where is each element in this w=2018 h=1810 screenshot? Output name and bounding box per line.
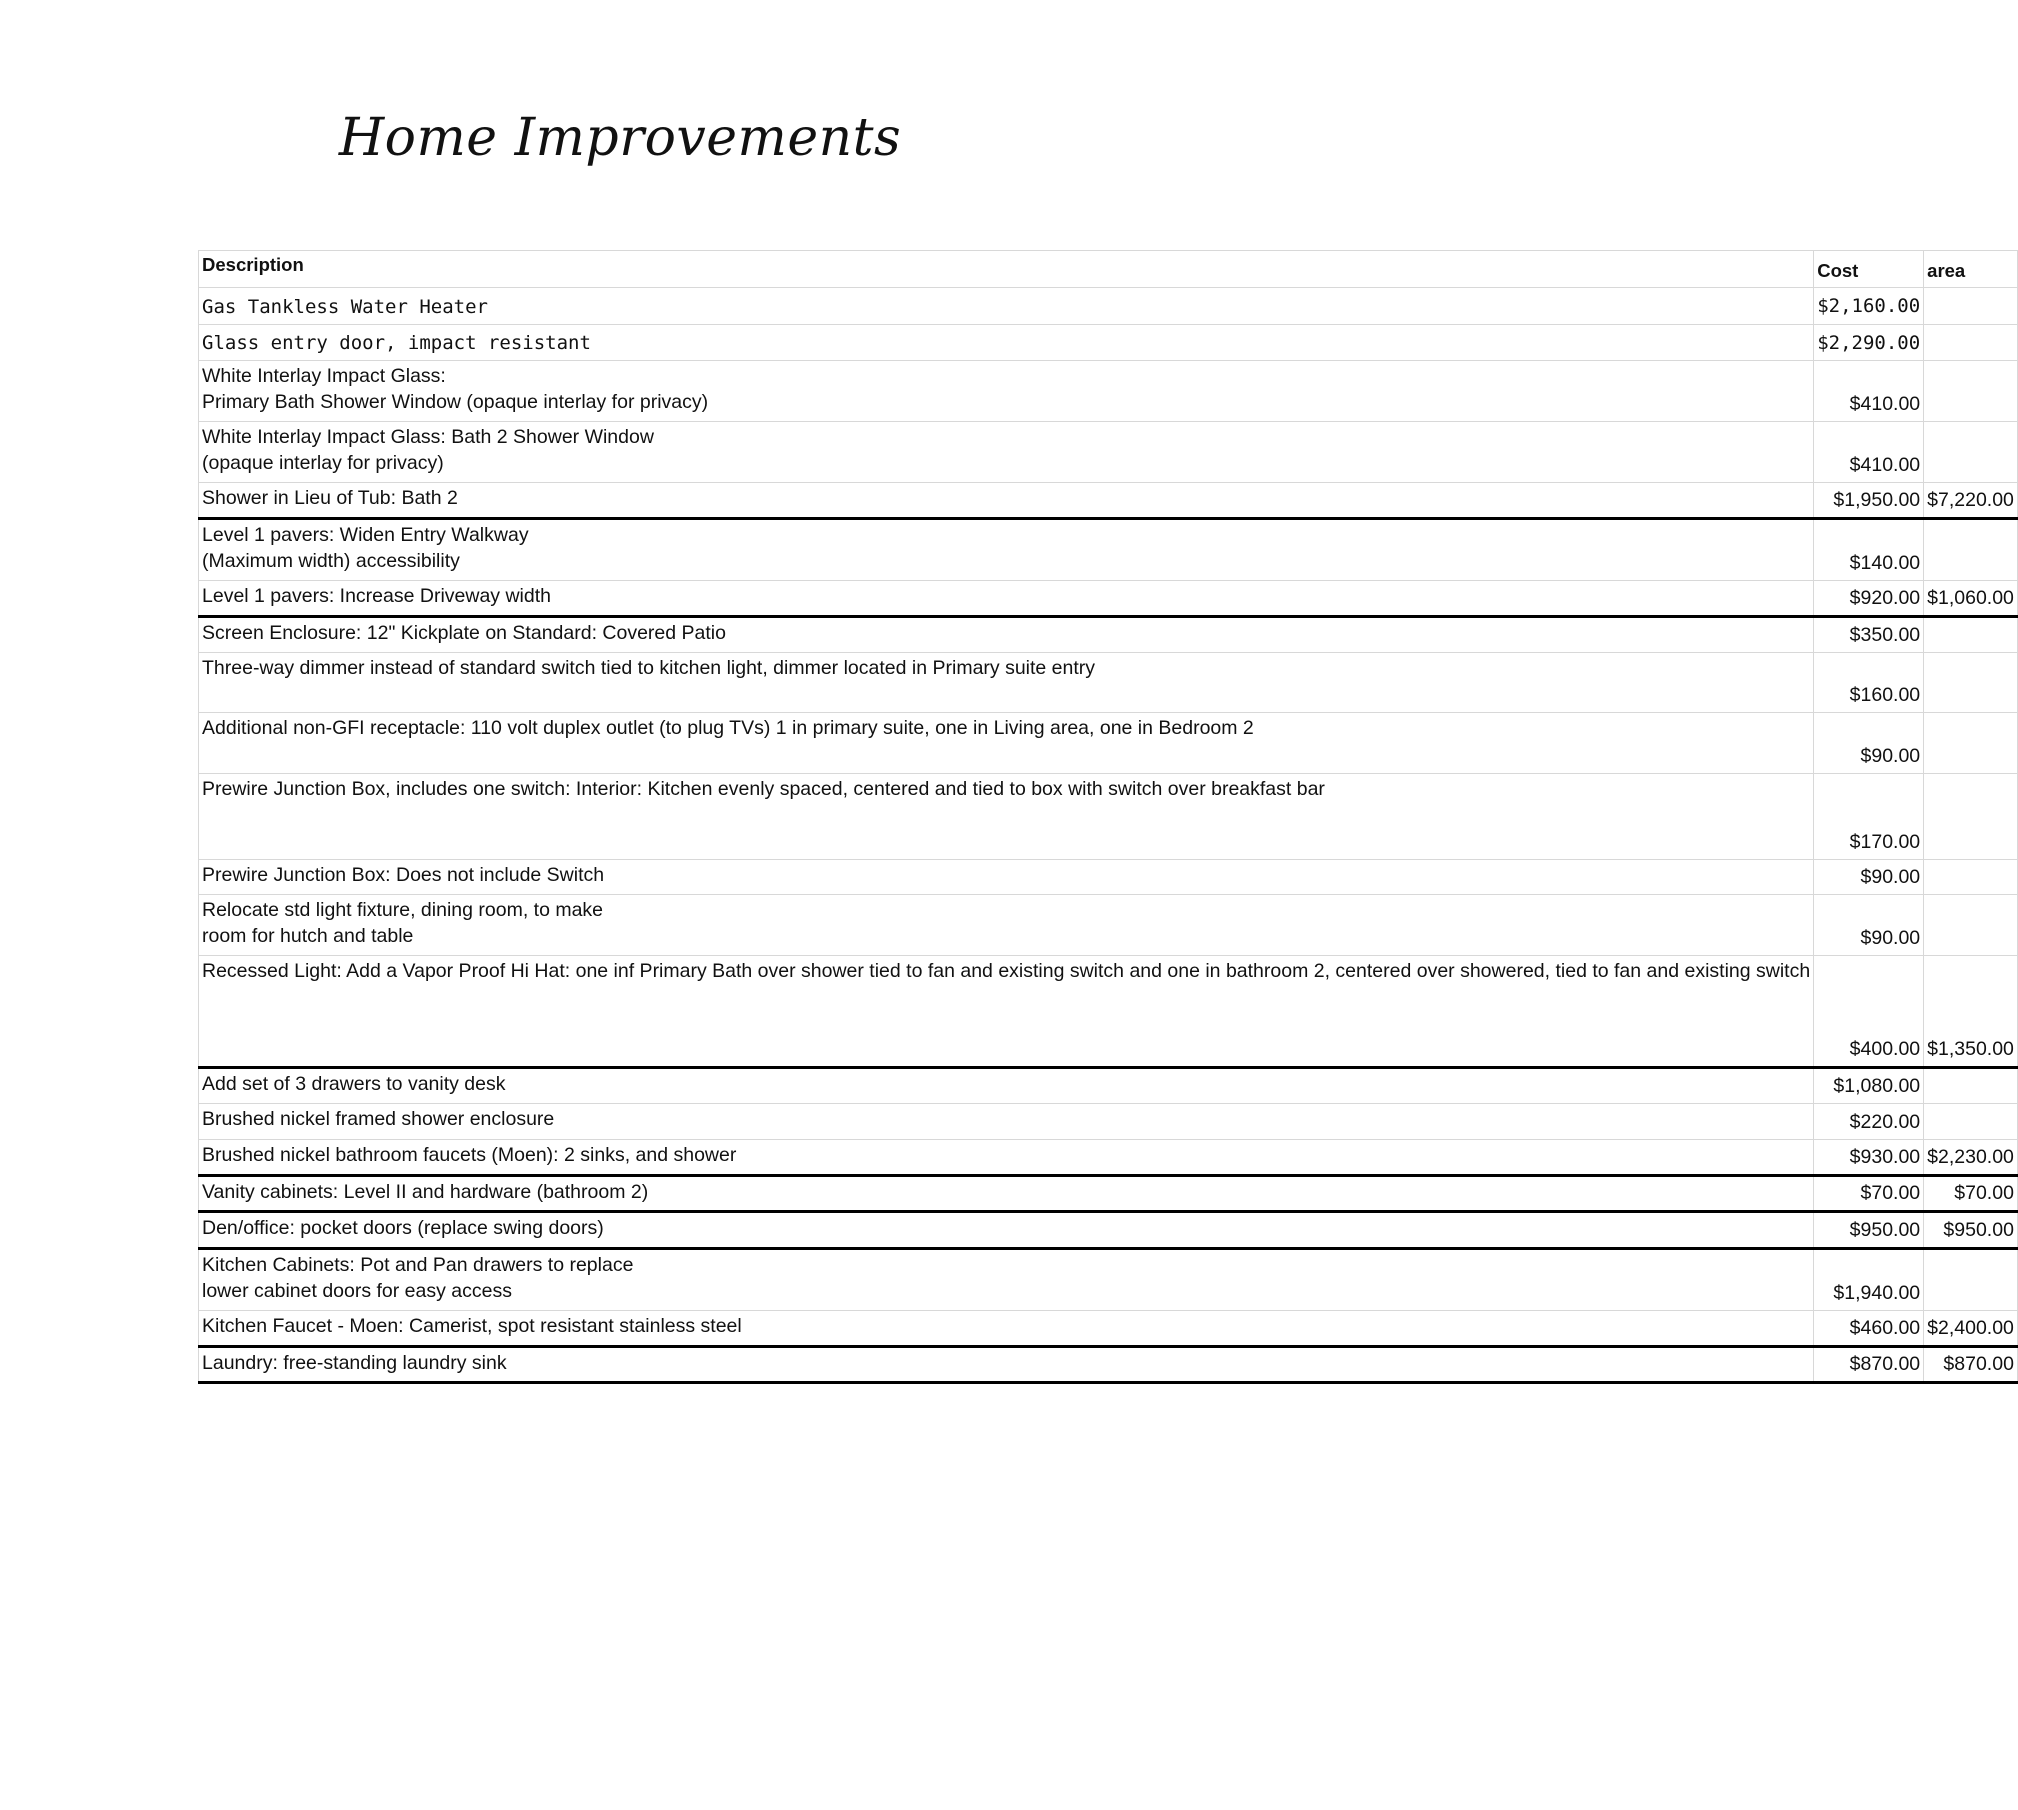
area-total: $950.00	[1924, 1211, 2018, 1248]
area-total: $1,350.00	[1924, 955, 2018, 1067]
table-row	[199, 859, 2018, 894]
item-description: Relocate std light fixture, dining room, to make room for hutch and table	[199, 894, 1814, 955]
item-cost: $90.00	[1814, 859, 1924, 894]
item-cost: $170.00	[1814, 773, 1924, 859]
item-cost: $220.00	[1814, 1103, 1924, 1139]
item-description: Kitchen Cabinets: Pot and Pan drawers to replace lower cabinet doors for easy access	[199, 1248, 1814, 1310]
area-total	[1924, 616, 2018, 652]
area-total: $2,230.00	[1924, 1139, 2018, 1175]
header-description: Description	[199, 251, 1814, 288]
item-cost: $1,080.00	[1814, 1067, 1924, 1103]
table-row	[199, 421, 2018, 482]
table-row	[199, 1103, 2018, 1139]
table-row	[199, 1139, 2018, 1175]
item-description: Prewire Junction Box, includes one switch: Interior: Kitchen evenly spaced, centered and tied to box with switch over breakfast bar	[199, 773, 1814, 859]
item-description: Add set of 3 drawers to vanity desk	[199, 1067, 1814, 1103]
area-total: $1,060.00	[1924, 580, 2018, 616]
table-row	[199, 518, 2018, 580]
item-cost: $2,160.00	[1814, 288, 1924, 325]
item-cost: $90.00	[1814, 712, 1924, 773]
table-row	[199, 616, 2018, 652]
item-description: Three-way dimmer instead of standard switch tied to kitchen light, dimmer located in Primary suite entry	[199, 652, 1814, 712]
area-total: $870.00	[1924, 1346, 2018, 1382]
item-description: Level 1 pavers: Increase Driveway width	[199, 580, 1814, 616]
item-cost: $870.00	[1814, 1346, 1924, 1382]
item-cost: $400.00	[1814, 955, 1924, 1067]
table-row	[199, 1211, 2018, 1248]
item-cost: $140.00	[1814, 518, 1924, 580]
item-cost: $460.00	[1814, 1310, 1924, 1346]
table-row	[199, 482, 2018, 518]
item-cost: $2,290.00	[1814, 325, 1924, 361]
item-description: Den/office: pocket doors (replace swing doors)	[199, 1211, 1814, 1248]
area-total	[1924, 518, 2018, 580]
area-total	[1924, 712, 2018, 773]
item-cost: $350.00	[1814, 616, 1924, 652]
table-row	[199, 580, 2018, 616]
item-cost: $90.00	[1814, 894, 1924, 955]
item-cost: $70.00	[1814, 1175, 1924, 1211]
area-total: $7,220.00	[1924, 482, 2018, 518]
header-area: area	[1924, 251, 2018, 288]
table-row	[199, 1175, 2018, 1211]
item-description: Shower in Lieu of Tub: Bath 2	[199, 482, 1814, 518]
item-cost: $410.00	[1814, 421, 1924, 482]
area-total	[1924, 859, 2018, 894]
item-description: White Interlay Impact Glass: Bath 2 Shower Window (opaque interlay for privacy)	[199, 421, 1814, 482]
table-header-row	[199, 251, 2018, 288]
table-row	[199, 652, 2018, 712]
area-total: $2,400.00	[1924, 1310, 2018, 1346]
item-cost: $1,940.00	[1814, 1248, 1924, 1310]
header-cost: Cost	[1814, 251, 1924, 288]
item-description: Prewire Junction Box: Does not include Switch	[199, 859, 1814, 894]
item-description: Brushed nickel framed shower enclosure	[199, 1103, 1814, 1139]
improvements-table	[198, 250, 2018, 1384]
item-cost: $920.00	[1814, 580, 1924, 616]
area-total: $70.00	[1924, 1175, 2018, 1211]
item-description: White Interlay Impact Glass: Primary Bath Shower Window (opaque interlay for privacy)	[199, 360, 1814, 421]
table-row	[199, 773, 2018, 859]
table-row	[199, 360, 2018, 421]
area-total	[1924, 325, 2018, 361]
area-total	[1924, 773, 2018, 859]
area-total	[1924, 894, 2018, 955]
table-row	[199, 1310, 2018, 1346]
table-row	[199, 325, 2018, 361]
item-description: Vanity cabinets: Level II and hardware (bathroom 2)	[199, 1175, 1814, 1211]
table-row	[199, 894, 2018, 955]
table-row	[199, 1067, 2018, 1103]
table-row	[199, 955, 2018, 1067]
area-total	[1924, 360, 2018, 421]
table-row	[199, 712, 2018, 773]
item-description: Kitchen Faucet - Moen: Camerist, spot resistant stainless steel	[199, 1310, 1814, 1346]
item-description: Recessed Light: Add a Vapor Proof Hi Hat: one inf Primary Bath over shower tied to fan and existing switch and one in bathroom 2, centered over showered, tied to fan and existing switch	[199, 955, 1814, 1067]
item-cost: $950.00	[1814, 1211, 1924, 1248]
item-description: Screen Enclosure: 12" Kickplate on Standard: Covered Patio	[199, 616, 1814, 652]
item-cost: $930.00	[1814, 1139, 1924, 1175]
table-row	[199, 288, 2018, 325]
item-cost: $410.00	[1814, 360, 1924, 421]
item-description: Additional non-GFI receptacle: 110 volt duplex outlet (to plug TVs) 1 in primary suite, one in Living area, one in Bedroom 2	[199, 712, 1814, 773]
item-description: Glass entry door, impact resistant	[199, 325, 1814, 361]
item-description: Level 1 pavers: Widen Entry Walkway (Maximum width) accessibility	[199, 518, 1814, 580]
table-row	[199, 1248, 2018, 1310]
area-total	[1924, 1067, 2018, 1103]
area-total	[1924, 652, 2018, 712]
item-cost: $1,950.00	[1814, 482, 1924, 518]
area-total	[1924, 288, 2018, 325]
item-description: Laundry: free-standing laundry sink	[199, 1346, 1814, 1382]
item-description: Gas Tankless Water Heater	[199, 288, 1814, 325]
table-row	[199, 1346, 2018, 1382]
area-total	[1924, 1103, 2018, 1139]
page-title: Home Improvements	[338, 108, 902, 168]
item-cost: $160.00	[1814, 652, 1924, 712]
item-description: Brushed nickel bathroom faucets (Moen): 2 sinks, and shower	[199, 1139, 1814, 1175]
area-total	[1924, 1248, 2018, 1310]
area-total	[1924, 421, 2018, 482]
